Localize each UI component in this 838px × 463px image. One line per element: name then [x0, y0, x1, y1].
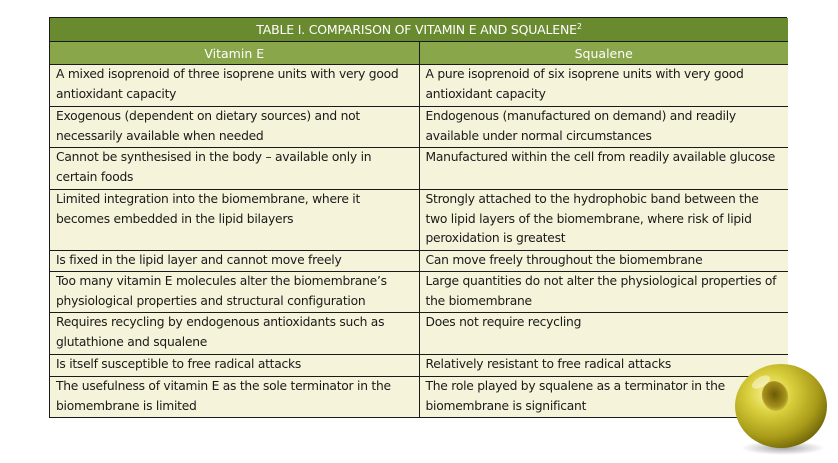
table-title	[50, 18, 788, 42]
cell-squalene: Endogenous (manufactured on demand) and readily available under normal circumstances	[419, 107, 788, 148]
cell-vitamin-e: A mixed isoprenoid of three isoprene units with very good antioxidant capacity	[50, 65, 419, 107]
cell-squalene: The role played by squalene as a terminator in the biomembrane is significant	[419, 377, 788, 418]
table-title-text: TABLE I. COMPARISON OF VITAMIN E AND SQUALENE	[256, 22, 577, 38]
table-row	[50, 107, 788, 148]
cell-squalene: Large quantities do not alter the physiological properties of the biomembrane	[419, 272, 788, 313]
column-header-vitamin-e: Vitamin E	[50, 42, 419, 65]
table-row	[50, 190, 788, 251]
cell-squalene: Strongly attached to the hydrophobic band between the two lipid layers of the biomembrane, where risk of lipid peroxidation is greatest	[419, 190, 788, 251]
comparison-table-container	[49, 17, 787, 418]
cell-squalene: Manufactured within the cell from readily available glucose	[419, 148, 788, 190]
table-row	[50, 272, 788, 313]
table-row	[50, 251, 788, 272]
table-title-row	[50, 18, 788, 42]
table-row	[50, 148, 788, 190]
cell-squalene: Can move freely throughout the biomembrane	[419, 251, 788, 272]
comparison-table	[50, 18, 788, 417]
column-header-squalene: Squalene	[419, 42, 788, 65]
table-row	[50, 65, 788, 107]
table-title-reference: 2	[576, 21, 582, 31]
cell-vitamin-e: Is itself susceptible to free radical attacks	[50, 355, 419, 377]
cell-vitamin-e: Limited integration into the biomembrane, where it becomes embedded in the lipid bilayers	[50, 190, 419, 251]
table-header-row	[50, 42, 788, 65]
cell-vitamin-e: Requires recycling by endogenous antioxidants such as glutathione and squalene	[50, 313, 419, 355]
cell-vitamin-e: Too many vitamin E molecules alter the biomembrane’s physiological properties and structural configuration	[50, 272, 419, 313]
cell-squalene: A pure isoprenoid of six isoprene units with very good antioxidant capacity	[419, 65, 788, 107]
cell-vitamin-e: The usefulness of vitamin E as the sole terminator in the biomembrane is limited	[50, 377, 419, 418]
table-row	[50, 313, 788, 355]
green-olive-image	[731, 360, 831, 456]
cell-vitamin-e: Is fixed in the lipid layer and cannot move freely	[50, 251, 419, 272]
cell-vitamin-e: Cannot be synthesised in the body – available only in certain foods	[50, 148, 419, 190]
cell-vitamin-e: Exogenous (dependent on dietary sources) and not necessarily available when needed	[50, 107, 419, 148]
cell-squalene: Does not require recycling	[419, 313, 788, 355]
table-row	[50, 355, 788, 377]
table-row	[50, 377, 788, 418]
cell-squalene: Relatively resistant to free radical attacks	[419, 355, 788, 377]
